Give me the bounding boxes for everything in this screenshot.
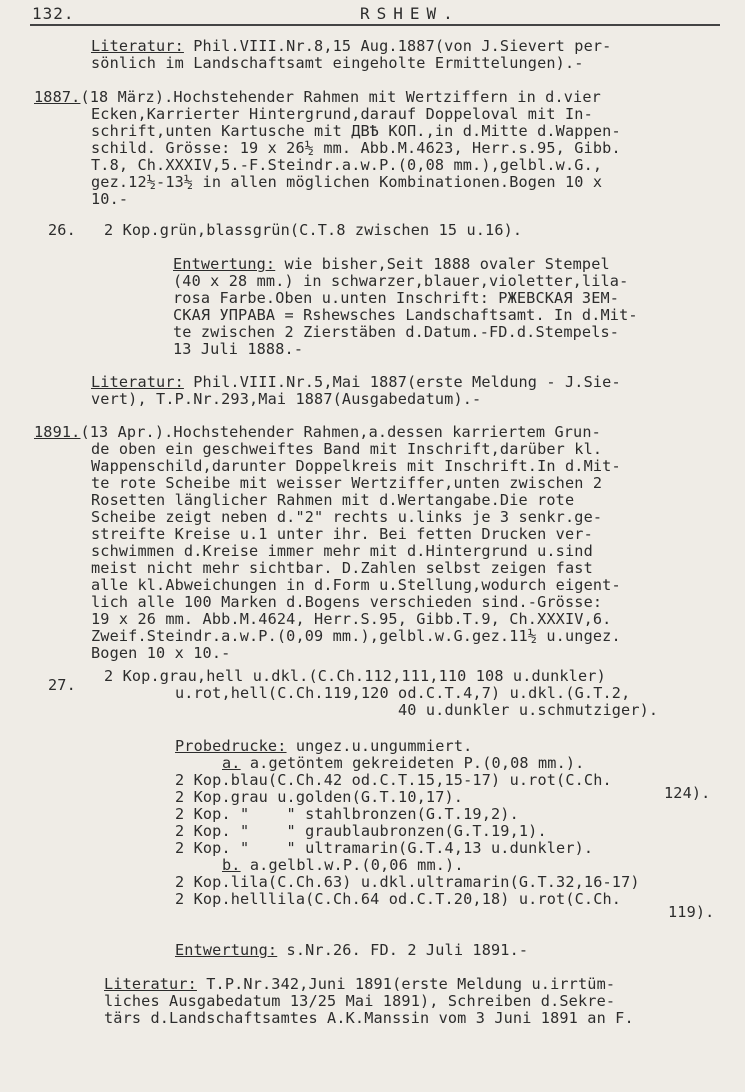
lit27-label: Literatur: xyxy=(104,975,197,993)
issue-1887-line-4: schild. Grösse: 19 x 26½ mm. Abb.M.4623, Herr.s.95, Gibb. xyxy=(91,139,621,157)
no26-number: 26. xyxy=(48,221,76,239)
probe-a-line-5: 2 Kop. " " graublaubronzen(G.T.19,1). xyxy=(175,822,547,840)
probe-a-heading: a. a.getöntem gekreideten P.(0,08 mm.). xyxy=(222,754,585,772)
issue-1891-line-3: Wappenschild,darunter Doppelkreis mit Inschrift.In d.Mit- xyxy=(91,457,621,475)
lit1-line-2: sönlich im Landschaftsamt eingeholte Ermittelungen).- xyxy=(91,54,584,72)
probe-a-line-6: 2 Kop. " " ultramarin(G.T.4,13 u.dunkler). xyxy=(175,839,594,857)
probe-b-line-2: 2 Kop.helllila(C.Ch.64 od.C.T.20,18) u.rot(C.Ch. xyxy=(175,890,622,908)
issue-1887-line-3: schrift,unten Kartusche mit ДВѢ КОП.,in d.Mitte d.Wappen- xyxy=(91,122,621,140)
issue-1887-line-1: 1887.(18 März).Hochstehender Rahmen mit Wertziffern in d.vier xyxy=(34,88,601,106)
probe-b-line-3: 119). xyxy=(668,903,715,921)
lit27-line-3: tärs d.Landschaftsamtes A.K.Manssin vom 3 Juni 1891 an F. xyxy=(104,1009,634,1027)
lit1-line-1: Literatur: Phil.VIII.Nr.8,15 Aug.1887(von J.Sievert per- xyxy=(91,37,612,55)
issue-1887-line-5: T.8, Ch.XXXIV,5.-F.Steindr.a.w.P.(0,08 mm.),gelbl.w.G., xyxy=(91,156,603,174)
lit26-label: Literatur: xyxy=(91,373,184,391)
no27-line-2: u.rot,hell(C.Ch.119,120 od.C.T.4,7) u.dkl.(G.T.2, xyxy=(175,684,631,702)
issue-1891-year: 1891. xyxy=(34,423,81,441)
probe-a-label: a. xyxy=(222,754,241,772)
probe-b-line-1: 2 Kop.lila(C.Ch.63) u.dkl.ultramarin(G.T.32,16-17) xyxy=(175,873,640,891)
issue-1891-line-7: streifte Kreise u.1 unter ihr. Bei fetten Drucken ver- xyxy=(91,525,593,543)
probe-a-line-3: 2 Kop.grau u.golden(G.T.10,17). xyxy=(175,788,464,806)
probe-label: Probedrucke: xyxy=(175,737,287,755)
lit26-line-1: Literatur: Phil.VIII.Nr.5,Mai 1887(erste Meldung - J.Sie- xyxy=(91,373,621,391)
probe-a-line-2: 124). xyxy=(664,784,711,802)
issue-1887-line-7: 10.- xyxy=(91,190,129,208)
probe-b-heading: b. a.gelbl.w.P.(0,06 mm.). xyxy=(222,856,464,874)
lit26-line-2: vert), T.P.Nr.293,Mai 1887(Ausgabedatum).- xyxy=(91,390,482,408)
probe-line-1: Probedrucke: ungez.u.ungummiert. xyxy=(175,737,473,755)
ent27-line: Entwertung: s.Nr.26. FD. 2 Juli 1891.- xyxy=(175,941,529,959)
ent26-line-6: 13 Juli 1888.- xyxy=(173,340,304,358)
lit27-line-2: liches Ausgabedatum 13/25 Mai 1891), Schreiben d.Sekre- xyxy=(104,992,616,1010)
issue-1891-line-8: schwimmen d.Kreise immer mehr mit d.Hintergrund u.sind xyxy=(91,542,593,560)
probe-a-line-1: 2 Kop.blau(C.Ch.42 od.C.T.15,15-17) u.rot(C.Ch. xyxy=(175,771,612,789)
ent26-line-3: rosa Farbe.Oben u.unten Inschrift: РЖЕВСКАЯ ЗЕМ- xyxy=(173,289,620,307)
issue-1891-line-1: 1891.(13 Apr.).Hochstehender Rahmen,a.dessen karriertem Grun- xyxy=(34,423,601,441)
issue-1891-line-12: 19 x 26 mm. Abb.M.4624, Herr.S.95, Gibb.T.9, Ch.XXXIV,6. xyxy=(91,610,612,628)
issue-1891-line-6: Scheibe zeigt neben d."2" rechts u.links je 3 senkr.ge- xyxy=(91,508,603,526)
no26-text: 2 Kop.grün,blassgrün(C.T.8 zwischen 15 u.16). xyxy=(104,221,523,239)
issue-1891-line-11: lich alle 100 Marken d.Bogens verschieden sind.-Grösse: xyxy=(91,593,603,611)
issue-1887-line-6: gez.12½-13½ in allen möglichen Kombinationen.Bogen 10 x xyxy=(91,173,603,191)
ent26-line-4: СКАЯ УПРАВА = Rshewsches Landschaftsamt. In d.Mit- xyxy=(173,306,638,324)
page-number: 132. xyxy=(32,4,75,23)
no27-line-1: 2 Kop.grau,hell u.dkl.(C.Ch.112,111,110 108 u.dunkler) xyxy=(104,667,606,685)
ent27-label: Entwertung: xyxy=(175,941,278,959)
issue-1887-line-2: Ecken,Karrierter Hintergrund,darauf Doppeloval mit In- xyxy=(91,105,593,123)
lit1-label: Literatur: xyxy=(91,37,184,55)
page-title: RSHEW. xyxy=(360,4,460,23)
issue-1891-line-2: de oben ein geschweiftes Band mit Inschrift,darüber kl. xyxy=(91,440,603,458)
probe-a-line-4: 2 Kop. " " stahlbronzen(G.T.19,2). xyxy=(175,805,519,823)
issue-1891-line-14: Bogen 10 x 10.- xyxy=(91,644,231,662)
probe-b-label: b. xyxy=(222,856,241,874)
no27-line-3: 40 u.dunkler u.schmutziger). xyxy=(398,701,659,719)
issue-1891-line-4: te rote Scheibe mit weisser Wertziffer,unten zwischen 2 xyxy=(91,474,603,492)
issue-1891-line-9: meist nicht mehr sichtbar. D.Zahlen selbst zeigen fast xyxy=(91,559,593,577)
ent26-line-5: te zwischen 2 Zierstäben d.Datum.-FD.d.Stempels- xyxy=(173,323,620,341)
lit27-line-1: Literatur: T.P.Nr.342,Juni 1891(erste Meldung u.irrtüm- xyxy=(104,975,616,993)
issue-1891-line-13: Zweif.Steindr.a.w.P.(0,09 mm.),gelbl.w.G.gez.11½ u.ungez. xyxy=(91,627,621,645)
issue-1887-year: 1887. xyxy=(34,88,81,106)
issue-1891-line-5: Rosetten länglicher Rahmen mit d.Wertangabe.Die rote xyxy=(91,491,575,509)
ent26-line-1: Entwertung: wie bisher,Seit 1888 ovaler Stempel xyxy=(173,255,610,273)
no27-number: 27. xyxy=(48,676,76,694)
issue-1891-line-10: alle kl.Abweichungen in d.Form u.Stellung,wodurch eigent- xyxy=(91,576,621,594)
page-header xyxy=(30,4,720,26)
ent26-label: Entwertung: xyxy=(173,255,276,273)
ent26-line-2: (40 x 28 mm.) in schwarzer,blauer,violetter,lila- xyxy=(173,272,629,290)
